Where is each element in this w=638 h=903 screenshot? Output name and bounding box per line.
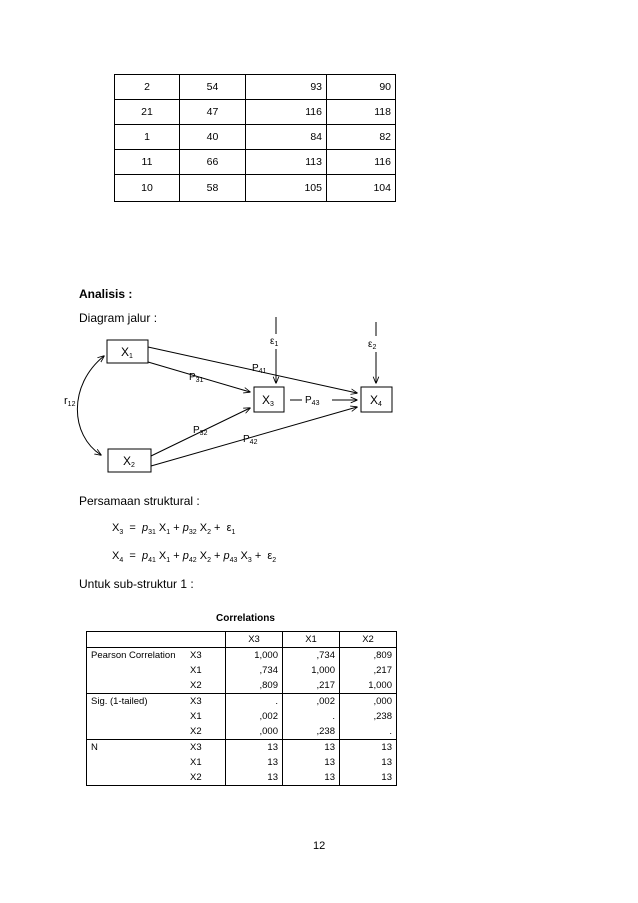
- value-cell: 13: [226, 770, 283, 786]
- row-variable: X1: [190, 757, 202, 768]
- correlations-header-row: [87, 632, 397, 648]
- value-cell: 13: [283, 770, 340, 786]
- equation-1: $X_3 = p_{31}$ $X_1 + p_{32}$ $X_2 + \varepsilon_1$: [112, 522, 236, 537]
- value-cell: ,002: [283, 694, 340, 710]
- correlations-row: [87, 663, 397, 678]
- data-cell: 11: [115, 150, 180, 175]
- r12-curve: [77, 356, 104, 455]
- correlations-row: [87, 724, 397, 740]
- value-cell: ,734: [226, 663, 283, 678]
- row-variable: X3: [186, 694, 226, 710]
- value-cell: ,734: [283, 648, 340, 664]
- value-cell: ,809: [226, 678, 283, 694]
- group-label-empty: [87, 709, 187, 724]
- row-variable: X3: [186, 740, 226, 756]
- group-label-empty: [87, 724, 187, 740]
- value-cell: ,000: [226, 724, 283, 740]
- row-variable: X2: [190, 680, 202, 691]
- value-cell: ,238: [283, 724, 340, 740]
- row-variable: X3: [190, 650, 202, 661]
- p41-label: $P_{41}$: [252, 363, 267, 375]
- correlations-row: [87, 648, 397, 664]
- data-cell: 104: [327, 175, 396, 202]
- value-cell: 13: [340, 770, 397, 786]
- e1-label: $\varepsilon_1$: [270, 336, 279, 348]
- data-cell: 116: [327, 150, 396, 175]
- row-variable: X1: [190, 711, 202, 722]
- data-cell: 116: [246, 100, 327, 125]
- group-label: Pearson Correlation: [87, 648, 187, 664]
- value-cell: 1,000: [283, 663, 340, 678]
- group-label-empty: [87, 755, 187, 770]
- equation-2: $X_4 = p_{41}$ $X_1 + p_{42}$ $X_2 + p_{43}$ $X_3 + \varepsilon_2$: [112, 550, 277, 565]
- row-variable: X2: [186, 770, 226, 786]
- header-empty: [87, 632, 187, 648]
- correlations-title: Correlations: [216, 613, 275, 624]
- p42-label: $P_{42}$: [243, 434, 258, 446]
- correlations-row: [87, 755, 397, 770]
- data-cell: 82: [327, 125, 396, 150]
- value-cell: ,002: [226, 709, 283, 724]
- e2-label: $\varepsilon_2$: [368, 339, 377, 351]
- p32-label: $P_{32}$: [193, 425, 208, 437]
- data-cell: 93: [246, 75, 327, 100]
- value-cell: ,217: [340, 663, 397, 678]
- correlations-table: [86, 631, 397, 786]
- correlations-row: [87, 740, 397, 756]
- substructure-label: Untuk sub-struktur 1 :: [79, 577, 194, 591]
- value-cell: 13: [283, 755, 340, 770]
- correlations-row: [87, 678, 397, 694]
- data-cell: 40: [180, 125, 246, 150]
- group-label-empty: [87, 678, 187, 694]
- correlations-row: [87, 770, 397, 786]
- correlations-table-body: [87, 632, 397, 786]
- group-label-empty: [87, 663, 187, 678]
- diagram-label: Diagram jalur :: [79, 311, 158, 325]
- value-cell: .: [340, 724, 397, 740]
- value-cell: .: [283, 709, 340, 724]
- column-header: X1: [283, 632, 340, 648]
- value-cell: ,809: [340, 648, 397, 664]
- x4-label: X4: [370, 393, 382, 408]
- data-cell: 47: [180, 100, 246, 125]
- value-cell: ,217: [283, 678, 340, 694]
- data-cell: 10: [115, 175, 180, 202]
- correlations-row: [87, 694, 397, 710]
- x2-label: X2: [123, 454, 135, 469]
- group-label: Sig. (1-tailed): [87, 694, 187, 710]
- path-x2-x4: [151, 407, 357, 466]
- data-cell: 2: [115, 75, 180, 100]
- group-label-empty: [87, 770, 187, 786]
- column-header: X3: [226, 632, 283, 648]
- value-cell: ,000: [340, 694, 397, 710]
- data-cell: 118: [327, 100, 396, 125]
- data-cell: 90: [327, 75, 396, 100]
- value-cell: .: [226, 694, 283, 710]
- data-cell: 54: [180, 75, 246, 100]
- analysis-heading: Analisis :: [79, 287, 133, 301]
- value-cell: 13: [226, 755, 283, 770]
- data-cell: 1: [115, 125, 180, 150]
- data-cell: 66: [180, 150, 246, 175]
- r12-label: r12: [64, 395, 76, 408]
- data-cell: 105: [246, 175, 327, 202]
- value-cell: 1,000: [226, 648, 283, 664]
- data-cell: 113: [246, 150, 327, 175]
- group-label: N: [87, 740, 187, 756]
- value-cell: ,238: [340, 709, 397, 724]
- p43-label: $P_{43}$: [305, 395, 320, 407]
- p31-label: $P_{31}$: [189, 372, 204, 384]
- value-cell: 13: [340, 740, 397, 756]
- value-cell: 1,000: [340, 678, 397, 694]
- value-cell: 13: [226, 740, 283, 756]
- row-variable: X2: [190, 726, 202, 737]
- column-header: X2: [340, 632, 397, 648]
- x3-label: X3: [262, 393, 274, 408]
- data-cell: 84: [246, 125, 327, 150]
- value-cell: 13: [283, 740, 340, 756]
- row-variable: X1: [190, 665, 202, 676]
- structural-label: Persamaan struktural :: [79, 494, 200, 508]
- value-cell: 13: [340, 755, 397, 770]
- x1-label: X1: [121, 345, 133, 360]
- correlations-row: [87, 709, 397, 724]
- data-cell: 21: [115, 100, 180, 125]
- page-number: 12: [313, 840, 326, 852]
- header-empty: [186, 632, 226, 648]
- data-cell: 58: [180, 175, 246, 202]
